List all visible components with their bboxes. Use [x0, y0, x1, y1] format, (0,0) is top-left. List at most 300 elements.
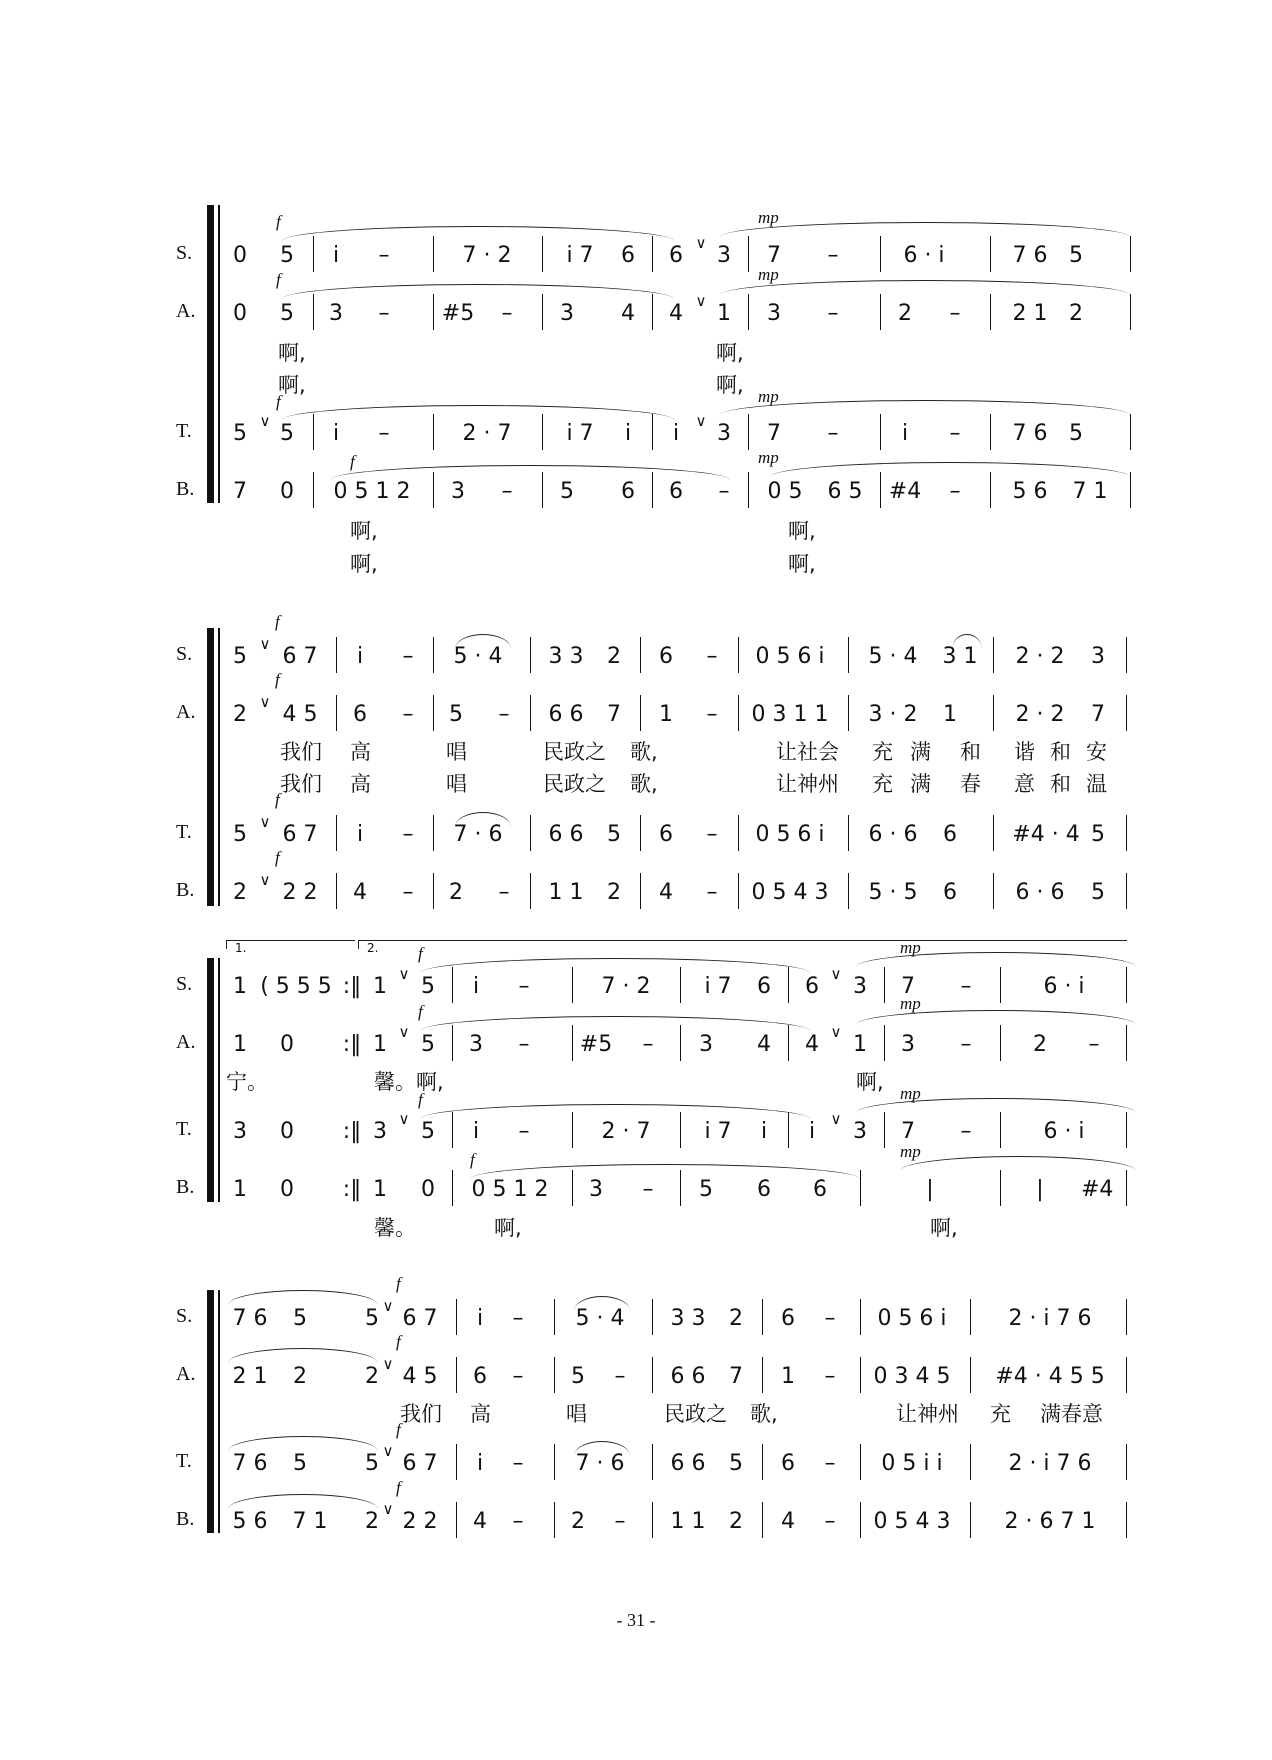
note: 7 · 2 — [462, 243, 512, 268]
dynamic-marking: mp — [758, 387, 779, 406]
breath-mark: ∨ — [830, 1110, 842, 1128]
dynamic-marking: mp — [758, 265, 779, 284]
barline — [652, 236, 653, 272]
note: 1 1 — [548, 880, 584, 905]
slur — [282, 284, 674, 299]
lyric: 满 — [910, 740, 931, 764]
note: 6 — [353, 702, 367, 727]
note: 0 5 4 3 — [751, 880, 829, 905]
barline — [530, 815, 531, 851]
lyric: 谐 — [1014, 740, 1035, 764]
barline — [1000, 967, 1001, 1003]
slur — [900, 1156, 1136, 1171]
note: i — [476, 1306, 484, 1331]
slur — [856, 952, 1136, 967]
note: 5 — [421, 974, 435, 999]
system-bracket-line — [218, 205, 220, 503]
note: i — [472, 1119, 480, 1144]
barline — [313, 236, 314, 272]
barline — [1126, 1170, 1127, 1206]
note: – — [706, 702, 718, 727]
note: 6 — [943, 822, 957, 847]
dynamic-marking: f — [396, 1420, 401, 1439]
note: 7 6 — [1012, 243, 1048, 268]
note: 1 — [233, 974, 247, 999]
barline — [880, 472, 881, 508]
barline — [1130, 294, 1131, 330]
note: 5 — [280, 243, 294, 268]
note: ( 5 5 5 — [260, 974, 332, 999]
note: – — [1088, 1032, 1100, 1057]
note: 3 — [451, 479, 465, 504]
note: 2 2 — [402, 1509, 438, 1534]
lyric: 让神州 — [896, 1402, 959, 1426]
lyric: 啊, — [494, 1216, 522, 1240]
note: 0 5 1 2 — [333, 479, 411, 504]
note: 7 — [767, 243, 781, 268]
lyric: 安 — [1086, 740, 1107, 764]
note: 6 — [757, 1177, 771, 1202]
note: 7 · 2 — [601, 974, 651, 999]
barline — [860, 1170, 861, 1206]
note: 2 · 6 7 1 — [1004, 1509, 1096, 1534]
note: 0 — [233, 243, 247, 268]
note: 6 · 6 — [1015, 880, 1065, 905]
note: 5 — [365, 1451, 379, 1476]
note: 4 — [621, 301, 635, 326]
note: 2 — [449, 880, 463, 905]
barline — [1126, 1444, 1127, 1480]
dynamic-marking: mp — [900, 1142, 921, 1161]
lyric: 啊, — [788, 552, 816, 576]
note: 3 3 — [548, 644, 584, 669]
note: 3 1 — [942, 644, 978, 669]
page-number: - 31 - — [616, 1610, 656, 1630]
note: 4 5 — [402, 1364, 438, 1389]
breath-mark: ∨ — [695, 234, 707, 252]
barline — [1130, 236, 1131, 272]
note: 2 — [607, 644, 621, 669]
barline — [336, 695, 337, 731]
note: 4 — [805, 1032, 819, 1057]
barline — [640, 873, 641, 909]
note: 6 · 6 — [868, 822, 918, 847]
system-bracket — [207, 958, 214, 1202]
voice-label-tenor: T. — [176, 420, 192, 442]
dynamic-marking: f — [396, 1274, 401, 1293]
barline — [762, 1444, 763, 1480]
note: 1 — [233, 1032, 247, 1057]
note: 3 — [767, 301, 781, 326]
dynamic-marking: f — [276, 392, 281, 411]
note: – — [718, 479, 730, 504]
breath-mark: ∨ — [259, 813, 271, 831]
slur — [455, 812, 511, 827]
note: – — [827, 301, 839, 326]
note: 0 5 4 3 — [873, 1509, 951, 1534]
barline — [1126, 1357, 1127, 1393]
barline — [1126, 967, 1127, 1003]
barline — [1126, 637, 1127, 673]
note: 6 — [473, 1364, 487, 1389]
note: – — [949, 479, 961, 504]
dynamic-marking: f — [396, 1332, 401, 1351]
lyric: 满春意 — [1040, 1402, 1103, 1426]
note: 6 · i — [1043, 1119, 1085, 1144]
note: 5 — [571, 1364, 585, 1389]
note: i — [760, 1119, 768, 1144]
barline — [860, 1299, 861, 1335]
slur — [770, 462, 1130, 477]
barline — [990, 236, 991, 272]
note: 7 6 — [232, 1451, 268, 1476]
barline — [1000, 1112, 1001, 1148]
note: 1 — [943, 702, 957, 727]
note: – — [642, 1177, 654, 1202]
barline — [554, 1502, 555, 1538]
note: 6 · i — [1043, 974, 1085, 999]
barline — [1000, 1170, 1001, 1206]
note: 4 5 — [282, 702, 318, 727]
barline — [1130, 472, 1131, 508]
note: – — [960, 1032, 972, 1057]
note: 5 — [421, 1119, 435, 1144]
note: 2 — [1069, 301, 1083, 326]
lyric: 唱 — [446, 740, 467, 764]
note: 5 · 5 — [868, 880, 918, 905]
note: 5 — [280, 421, 294, 446]
note: – — [949, 301, 961, 326]
barline — [456, 1502, 457, 1538]
note: 2 — [233, 702, 247, 727]
slur — [720, 280, 1130, 295]
note: 5 — [233, 644, 247, 669]
note: – — [518, 1032, 530, 1057]
barline — [884, 1025, 885, 1061]
note: 2 · 2 — [1015, 644, 1065, 669]
note: 5 — [293, 1451, 307, 1476]
note: i — [901, 421, 909, 446]
breath-mark: ∨ — [695, 292, 707, 310]
note: #5 — [579, 1032, 613, 1057]
note: – — [706, 822, 718, 847]
barline — [652, 294, 653, 330]
note: 6 — [781, 1306, 795, 1331]
note: 3 — [589, 1177, 603, 1202]
barline — [336, 637, 337, 673]
note: 1 1 — [670, 1509, 706, 1534]
note: 6 — [621, 243, 635, 268]
barline — [1126, 695, 1127, 731]
voice-label-soprano: S. — [176, 242, 193, 264]
note: 7 — [767, 421, 781, 446]
note: 6 — [805, 974, 819, 999]
note: 3 — [853, 974, 867, 999]
note: 6 7 — [402, 1306, 438, 1331]
note: i — [808, 1119, 816, 1144]
note: 5 — [280, 301, 294, 326]
dynamic-marking: f — [396, 1478, 401, 1497]
slur — [330, 465, 730, 480]
slur — [574, 1441, 630, 1456]
note: #4 — [888, 479, 922, 504]
barline — [530, 637, 531, 673]
note: 2 1 — [232, 1364, 268, 1389]
note: 0 5 6 i — [755, 822, 825, 847]
note: 1 — [373, 1032, 387, 1057]
barline — [433, 815, 434, 851]
note: 5 — [233, 822, 247, 847]
note: 1 — [233, 1177, 247, 1202]
note: 2 · i 7 6 — [1008, 1451, 1092, 1476]
note: 6 — [669, 479, 683, 504]
lyric: 高 — [470, 1402, 491, 1426]
note: 0 5 — [767, 479, 803, 504]
barline — [880, 236, 881, 272]
note: 5 — [1069, 421, 1083, 446]
note: 3 — [329, 301, 343, 326]
dynamic-marking: f — [470, 1150, 475, 1169]
lyric: 充 — [872, 772, 893, 796]
note: 3 — [560, 301, 574, 326]
barline — [433, 294, 434, 330]
barline — [530, 695, 531, 731]
note: i — [476, 1451, 484, 1476]
breath-mark: ∨ — [830, 1023, 842, 1041]
note: 2 — [729, 1509, 743, 1534]
barline — [993, 815, 994, 851]
lyric: 我们 — [280, 772, 322, 796]
note: 2 — [233, 880, 247, 905]
note: 0 5 1 2 — [471, 1177, 549, 1202]
note: 5 — [729, 1451, 743, 1476]
dynamic-marking: mp — [758, 208, 779, 227]
note: – — [949, 421, 961, 446]
note: 6 5 — [827, 479, 863, 504]
barline — [554, 1299, 555, 1335]
breath-mark: ∨ — [830, 965, 842, 983]
barline — [970, 1444, 971, 1480]
barline — [313, 472, 314, 508]
note: – — [501, 301, 513, 326]
note: 2 — [607, 880, 621, 905]
note: 7 — [607, 702, 621, 727]
barline — [990, 472, 991, 508]
slur — [282, 405, 674, 420]
slur — [228, 1290, 378, 1305]
slur — [420, 1016, 810, 1031]
note: i — [356, 822, 364, 847]
note: – — [402, 644, 414, 669]
barline — [640, 695, 641, 731]
barline — [652, 1357, 653, 1393]
barline — [880, 414, 881, 450]
barline — [336, 873, 337, 909]
note: – — [512, 1509, 524, 1534]
slur — [228, 1494, 378, 1509]
note: 3 · 2 — [868, 702, 918, 727]
barline — [456, 1444, 457, 1480]
note: 6 6 — [670, 1451, 706, 1476]
note: 7 6 — [1012, 421, 1048, 446]
dynamic-marking: f — [418, 1002, 423, 1021]
barline — [433, 695, 434, 731]
barline — [1130, 414, 1131, 450]
barline — [884, 967, 885, 1003]
voice-label-soprano: S. — [176, 973, 193, 995]
note: 6 — [659, 644, 673, 669]
note: – — [518, 974, 530, 999]
dynamic-marking: f — [275, 670, 280, 689]
system-bracket — [207, 205, 214, 503]
note: 5 — [421, 1032, 435, 1057]
barline — [640, 637, 641, 673]
note: 7 — [901, 974, 915, 999]
lyric: 民政之 — [543, 740, 606, 764]
note: 7 — [901, 1119, 915, 1144]
note: 1 — [781, 1364, 795, 1389]
lyric: 啊, — [930, 1216, 958, 1240]
barline — [993, 873, 994, 909]
note: 6 6 — [548, 822, 584, 847]
note: 4 — [669, 301, 683, 326]
barline — [652, 1444, 653, 1480]
note: – — [642, 1032, 654, 1057]
note: 2 — [571, 1509, 585, 1534]
note: #4 — [1081, 1177, 1114, 1202]
lyric: 充 — [990, 1402, 1011, 1426]
note: i 7 — [566, 421, 594, 446]
lyric: 高 — [350, 740, 371, 764]
note: i — [332, 243, 340, 268]
barline — [970, 1357, 971, 1393]
note: 5 · 4 — [453, 644, 503, 669]
slur — [228, 1436, 378, 1451]
note: 2 · 7 — [462, 421, 512, 446]
voice-label-soprano: S. — [176, 1305, 193, 1327]
lyric: 啊, — [856, 1070, 884, 1094]
note: 5 — [449, 702, 463, 727]
dynamic-marking: mp — [900, 994, 921, 1013]
breath-mark: ∨ — [259, 871, 271, 889]
barline — [1126, 1112, 1127, 1148]
note: 0 — [280, 1119, 294, 1144]
barline — [848, 815, 849, 851]
note: 5 — [233, 421, 247, 446]
lyric: 春 — [960, 772, 981, 796]
barline — [542, 294, 543, 330]
note: 7 — [729, 1364, 743, 1389]
note: 1 — [717, 301, 731, 326]
note: 7 · 6 — [453, 822, 503, 847]
barline — [990, 414, 991, 450]
note: – — [824, 1509, 836, 1534]
voice-label-alto: A. — [176, 300, 196, 322]
note: 6 7 — [282, 644, 318, 669]
note: – — [706, 880, 718, 905]
note: – — [378, 301, 390, 326]
note: 6 6 — [548, 702, 584, 727]
breath-mark: ∨ — [259, 635, 271, 653]
barline — [433, 236, 434, 272]
note: 0 — [233, 301, 247, 326]
note: 0 5 6 i — [877, 1306, 947, 1331]
note: 4 — [473, 1509, 487, 1534]
note: 0 3 1 1 — [751, 702, 829, 727]
note: 0 — [280, 479, 294, 504]
barline — [554, 1357, 555, 1393]
note: 6 — [757, 974, 771, 999]
note: – — [501, 479, 513, 504]
barline — [880, 294, 881, 330]
lyric: 我们 — [280, 740, 322, 764]
note: 3 3 — [670, 1306, 706, 1331]
lyric: 我们 — [400, 1402, 442, 1426]
dynamic-marking: f — [276, 212, 281, 231]
barline — [433, 873, 434, 909]
dynamic-marking: f — [418, 944, 423, 963]
note: 3 — [699, 1032, 713, 1057]
note: 5 · 4 — [575, 1306, 625, 1331]
lyric: 啊, — [350, 519, 378, 543]
lyric: 歌, — [630, 772, 658, 796]
lyric: 啊, — [716, 373, 744, 397]
note: 4 — [781, 1509, 795, 1534]
note: – — [827, 421, 839, 446]
note: 2 2 — [282, 880, 318, 905]
note: i — [472, 974, 480, 999]
barline — [542, 236, 543, 272]
note: 7 — [233, 479, 247, 504]
slur — [455, 634, 511, 649]
note: – — [402, 880, 414, 905]
note: – — [960, 974, 972, 999]
lyric: 充 — [872, 740, 893, 764]
note: 6 — [943, 880, 957, 905]
note: 7 6 — [232, 1306, 268, 1331]
barline — [738, 873, 739, 909]
note: #5 — [441, 301, 475, 326]
slur — [856, 1098, 1136, 1113]
slur — [856, 1010, 1136, 1025]
note: 6 — [669, 243, 683, 268]
note: 6 · i — [903, 243, 945, 268]
breath-mark: ∨ — [259, 412, 271, 430]
dynamic-marking: mp — [758, 448, 779, 467]
note: 6 6 — [670, 1364, 706, 1389]
note: 4 — [757, 1032, 771, 1057]
barline — [456, 1299, 457, 1335]
note: 6 — [813, 1177, 827, 1202]
barline — [1126, 1025, 1127, 1061]
note: 6 — [621, 479, 635, 504]
barline — [738, 815, 739, 851]
note: 0 — [280, 1032, 294, 1057]
note: 2 · i 7 6 — [1008, 1306, 1092, 1331]
note: 1 — [373, 1177, 387, 1202]
repeat-sign: :‖ — [342, 1032, 362, 1057]
barline — [452, 1170, 453, 1206]
dynamic-marking: f — [275, 848, 280, 867]
volta-1: 1. — [226, 940, 355, 949]
note: i 7 — [566, 243, 594, 268]
note: 3 — [853, 1119, 867, 1144]
dynamic-marking: f — [350, 452, 355, 471]
barline — [884, 1112, 885, 1148]
lyric: 啊, — [788, 519, 816, 543]
note: 1 — [659, 702, 673, 727]
note: 0 5 6 i — [755, 644, 825, 669]
